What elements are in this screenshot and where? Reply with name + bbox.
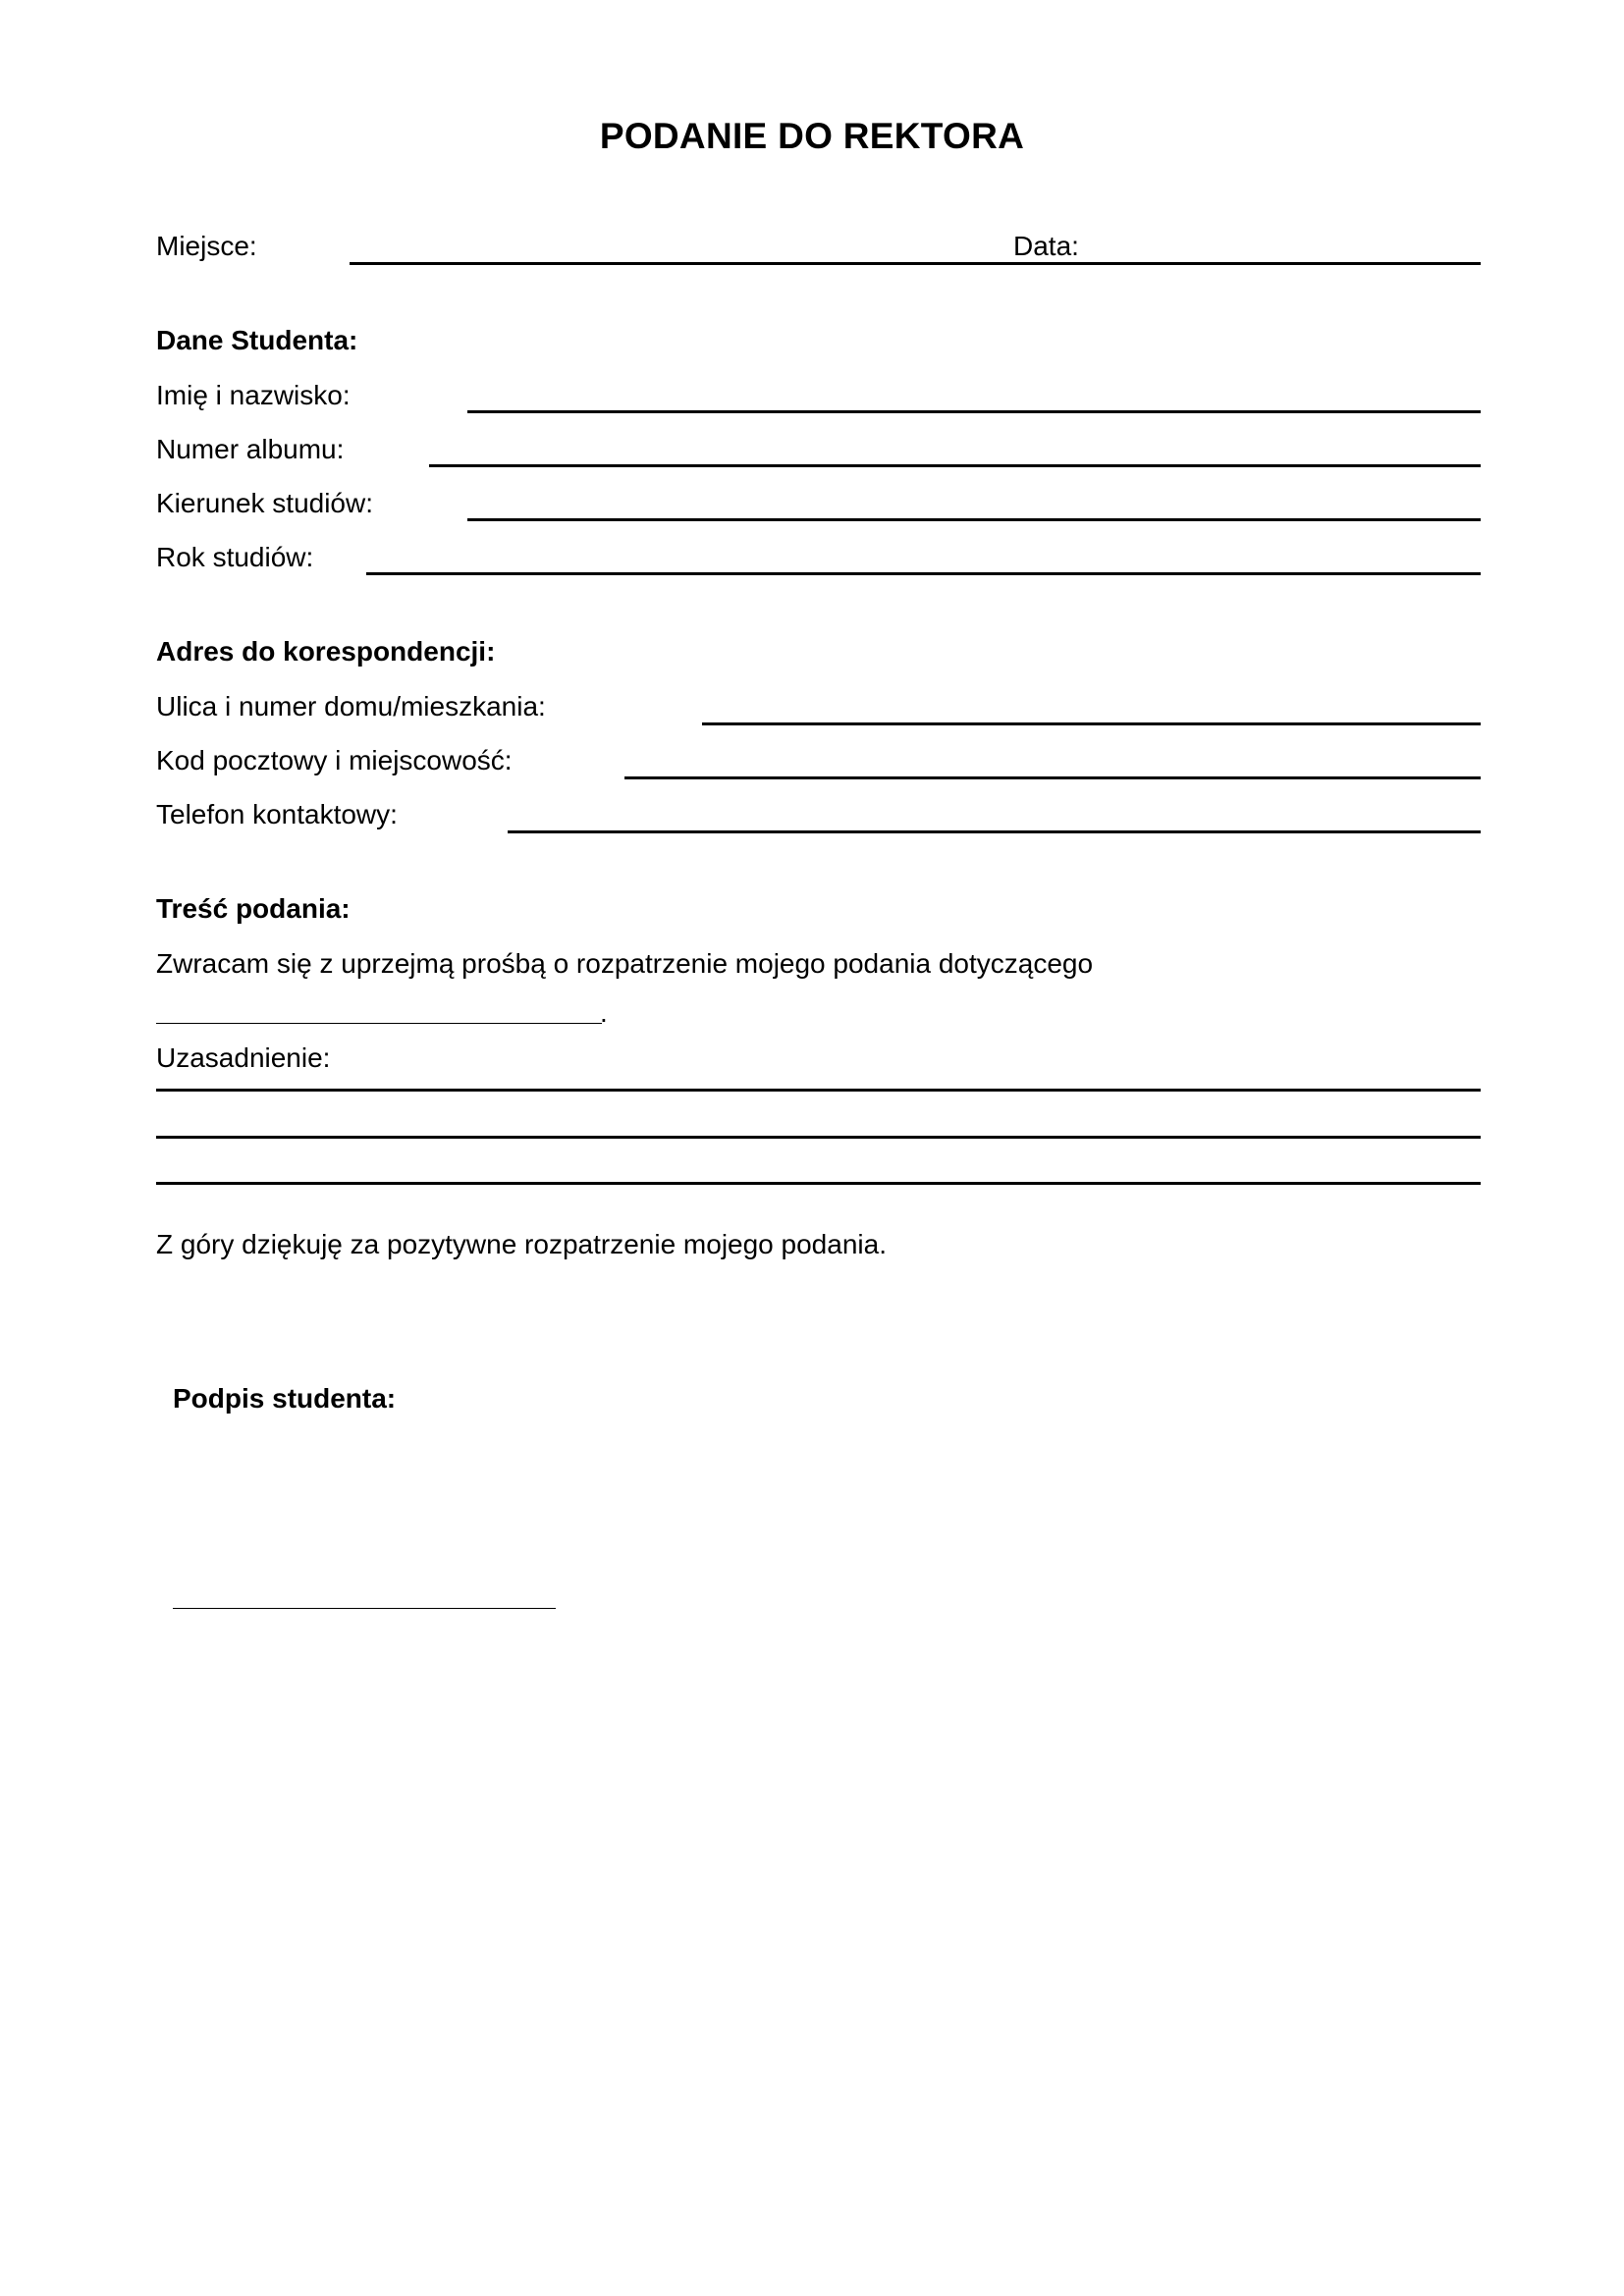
street-field-line[interactable]	[702, 722, 1481, 725]
album-number-label: Numer albumu:	[156, 434, 345, 464]
address-heading: Adres do korespondencji:	[156, 636, 496, 667]
phone-label: Telefon kontaktowy:	[156, 799, 398, 829]
street-label: Ulica i numer domu/mieszkania:	[156, 691, 546, 721]
signature-line[interactable]	[173, 1608, 556, 1609]
justification-label: Uzasadnienie:	[156, 1042, 331, 1073]
name-field-line[interactable]	[467, 410, 1481, 413]
page-title: PODANIE DO REKTORA	[599, 116, 1025, 156]
field-of-study-field-line[interactable]	[467, 518, 1481, 521]
justification-line-2[interactable]	[156, 1136, 1481, 1139]
year-of-study-label: Rok studiów:	[156, 542, 314, 572]
field-of-study-label: Kierunek studiów:	[156, 488, 374, 518]
justification-line-1[interactable]	[156, 1089, 1481, 1092]
justification-line-3[interactable]	[156, 1182, 1481, 1185]
request-subject-blank-line[interactable]	[156, 1023, 602, 1024]
student-data-heading: Dane Studenta:	[156, 325, 358, 355]
album-number-field-line[interactable]	[429, 464, 1481, 467]
date-label: Data:	[1013, 231, 1079, 261]
request-text: Zwracam się z uprzejmą prośbą o rozpatrzenie mojego podania dotyczącego	[156, 948, 1094, 979]
place-date-field-line[interactable]	[350, 262, 1481, 265]
name-label: Imię i nazwisko:	[156, 380, 351, 410]
request-subject-period: .	[600, 997, 608, 1028]
request-content-heading: Treść podania:	[156, 893, 351, 924]
place-label: Miejsce:	[156, 231, 257, 261]
postal-code-label: Kod pocztowy i miejscowość:	[156, 745, 513, 775]
year-of-study-field-line[interactable]	[366, 572, 1481, 575]
phone-field-line[interactable]	[508, 830, 1481, 833]
postal-code-field-line[interactable]	[624, 776, 1481, 779]
signature-label: Podpis studenta:	[173, 1383, 397, 1414]
thanks-text: Z góry dziękuję za pozytywne rozpatrzenie mojego podania.	[156, 1229, 887, 1259]
